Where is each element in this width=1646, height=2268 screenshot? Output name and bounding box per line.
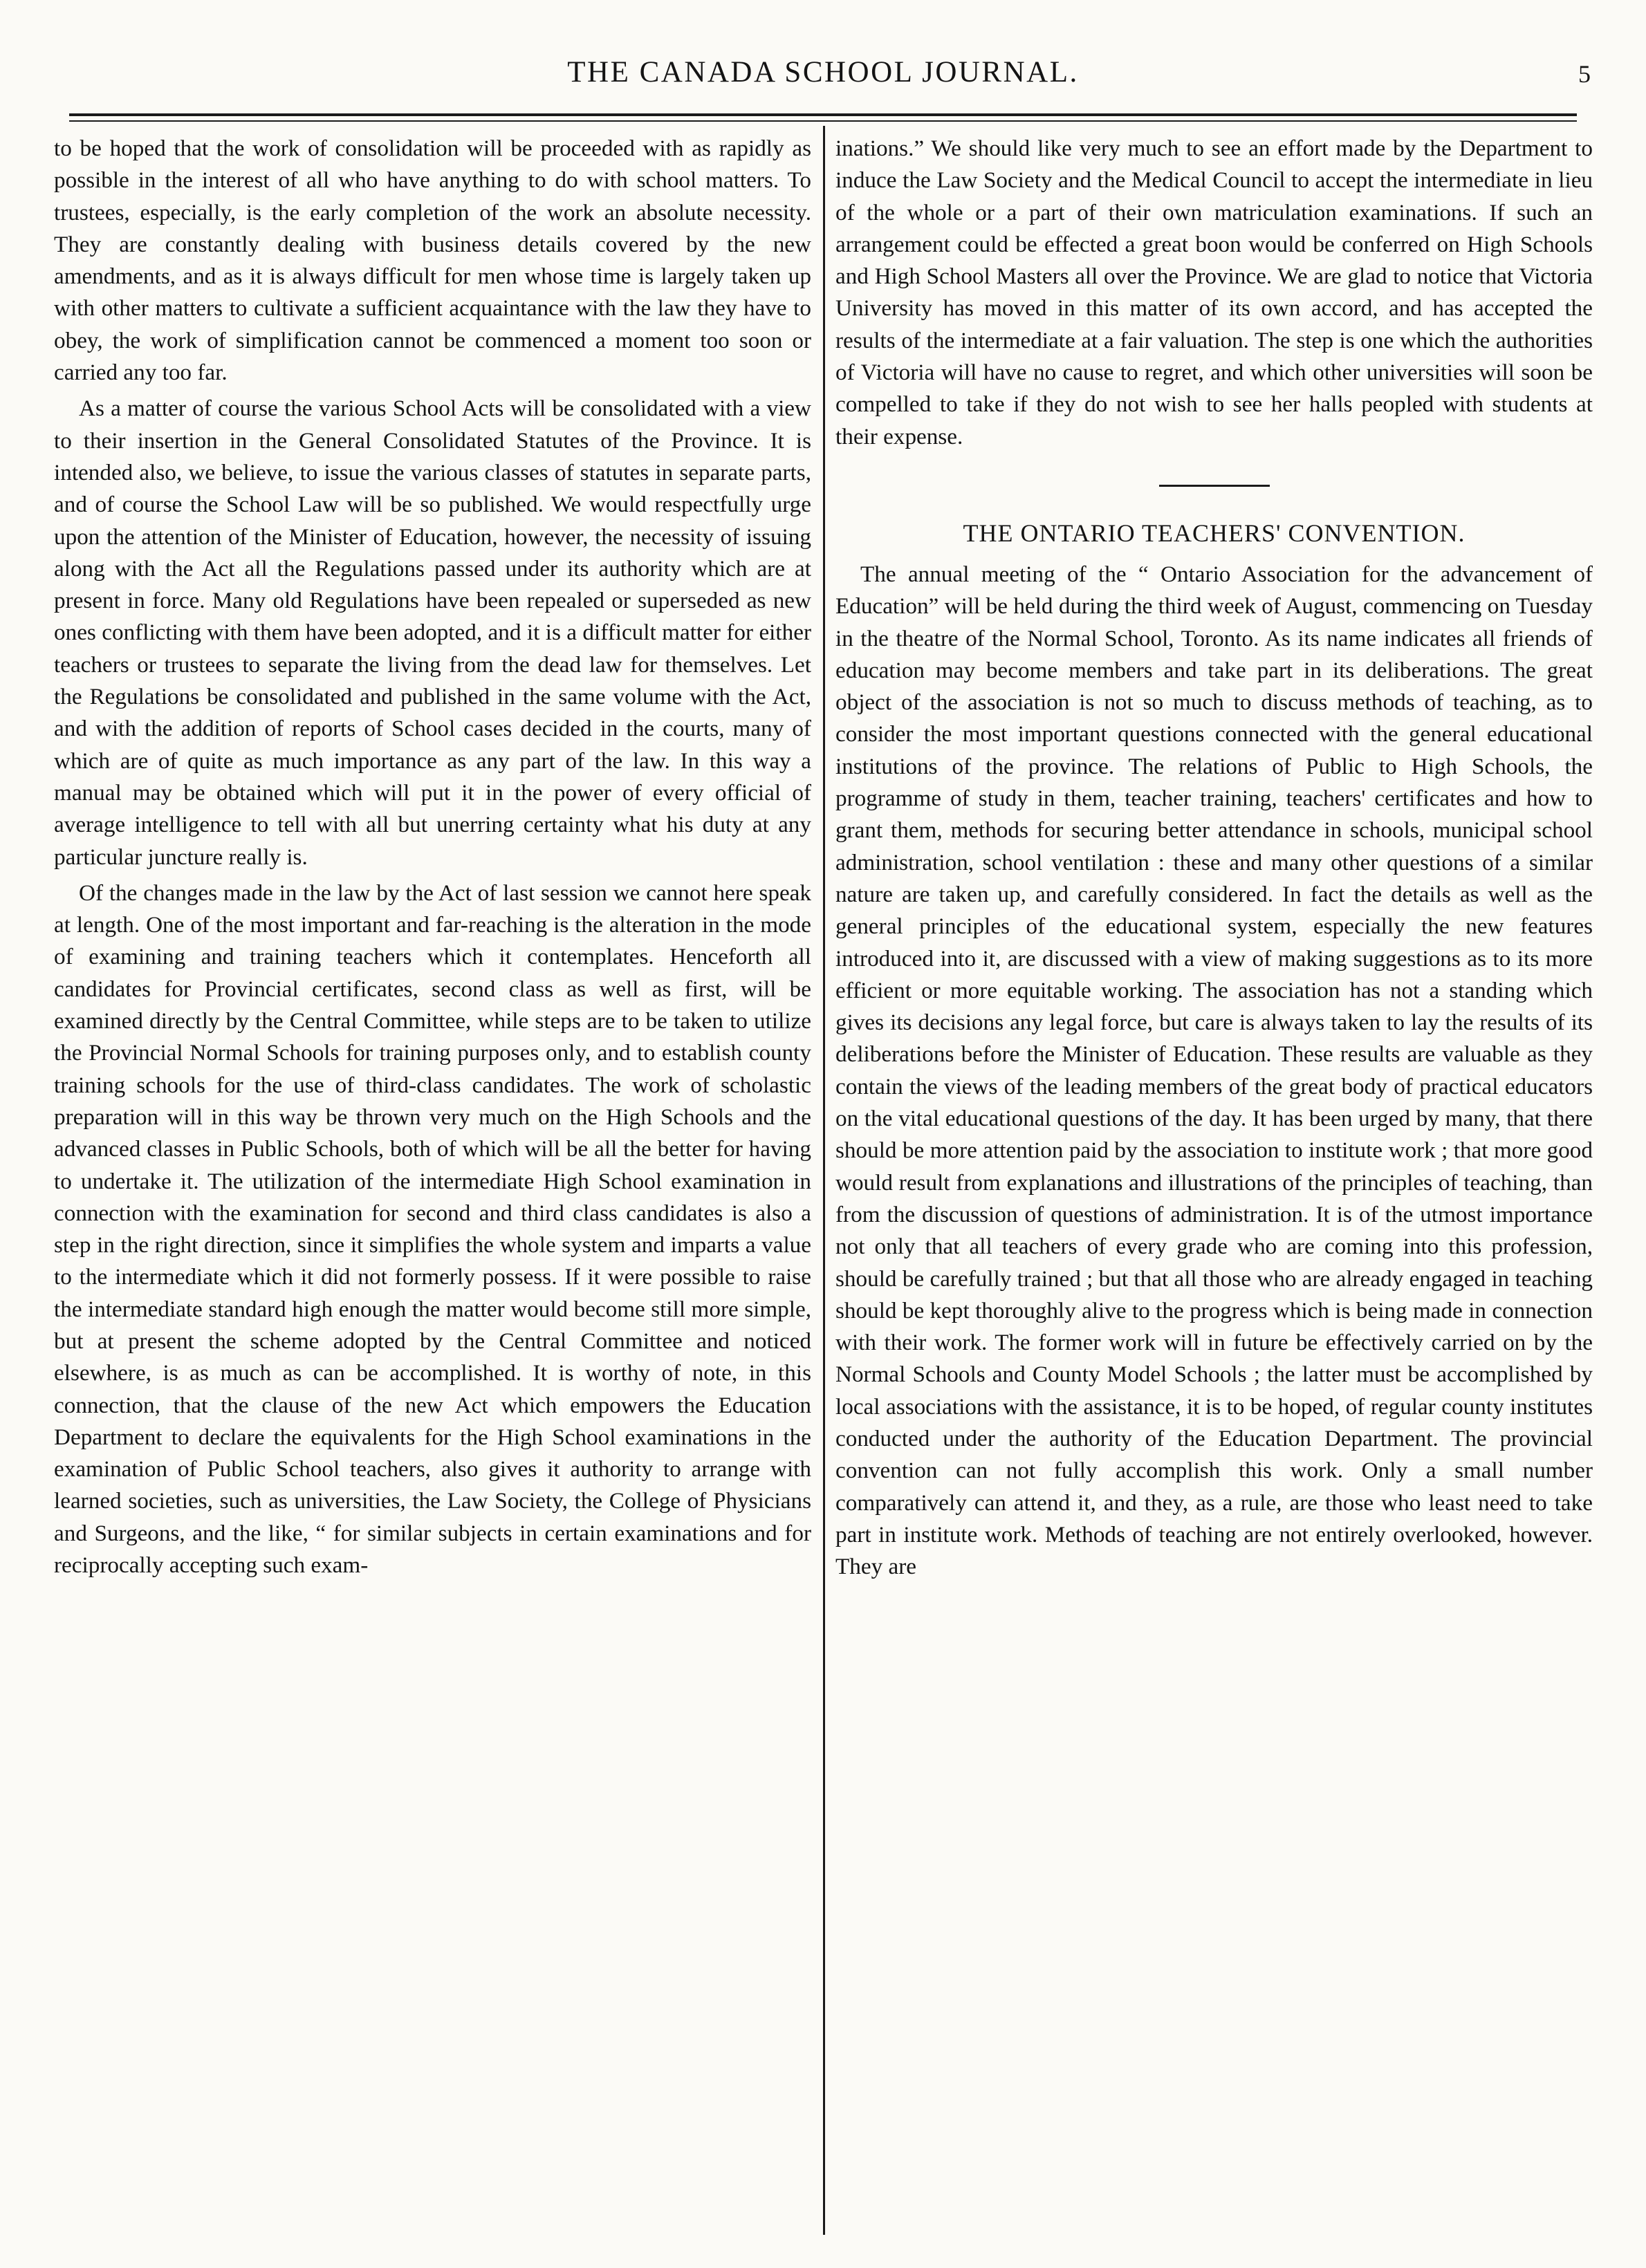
paragraph-school-acts: As a matter of course the various School Acts will be consolidated with a view to their insertion in the General Consolidated Statutes of the Province. It is intended also, we believe, to issue the various classes of statutes in separate parts, and of course the School Law will be so published. We would respectfully urge upon the attention of the Minister of Education, however, the necessity of issuing along with the Act all the Regulations passed under its authority which are at present in force. Many old Regulations have been repealed or superseded as new ones conflicting with them have been adopted, and it is a difficult matter for either teachers or trustees to separate the living from the dead law for themselves. Let the Regulations be consolidated and published in the same volume with the Act, and with the addition of reports of School cases decided in the courts, many of which are of quite as much importance as any part of the law. In this way a manual may be obtained which will put it in the power of every official of average intelligence to tell with all but unerring certainty what his duty at any particular juncture really is.: [54, 396, 811, 870]
page-number: 5: [1578, 60, 1591, 88]
journal-title: THE CANADA SCHOOL JOURNAL.: [567, 56, 1079, 89]
right-column: [835, 133, 1593, 2228]
column-divider: [823, 126, 825, 2235]
paragraph-law-changes: Of the changes made in the law by the Act of last session we cannot here speak at length. One of the most important and far-reaching is the alteration in the mode of examining and training teachers which it contemplates. Henceforth all candidates for Provincial certificates, second class as well as first, will be examined directly by the Central Committee, while steps are to be taken to utilize the Provincial Normal Schools for training purposes only, and to establish county training schools for the use of third-class candidates. The work of scholastic preparation will in this way be thrown very much on the High Schools and the advanced classes in Public Schools, both of which will be all the better for having to undertake it. The utilization of the intermediate High School examination in connection with the examination for second and third class candidates is also a step in the right direction, since it simplifies the whole system and imparts a value to the intermediate which it did not formerly possess. If it were possible to raise the intermediate standard high enough the matter would become still more simple, but at present the scheme adopted by the Central Committee and noticed elsewhere, is as much as can be accomplished. It is worthy of note, in this connection, that the clause of the new Act which empowers the Education Department to declare the equivalents for the High School examinations in the examination of Public School teachers, also gives it authority to arrange with learned societies, such as universities, the Law Society, the College of Physicians and Surgeons, and the like, “ for similar subjects in certain examinations and for reciprocally accepting such exam-: [54, 880, 811, 1579]
paragraph-continued: to be hoped that the work of consolidation will be proceeded with as rapidly as possible in the interest of all who have anything to do with school matters. To trustees, especially, is the early completion of the work an absolute necessity. They are constantly dealing with business details covered by the new amendments, and as it is always difficult for men whose time is largely taken up with other matters to cultivate a sufficient acquaintance with the law they have to obey, the work of simplification cannot be commenced a moment too soon or carried any too far.: [54, 136, 811, 386]
article-body: The annual meeting of the “ Ontario Association for the advancement of Education” will be held during the third week of August, commencing on Tuesday in the theatre of the Normal School, Toronto. As its name indicates all friends of education may become members and take part in its deliberations. The great object of the association is not so much to discuss methods of teaching, as to consider the most important questions connected with the general educational institutions of the province. The relations of Public to High Schools, the programme of study in them, teacher training, teachers' certificates and how to grant them, methods for securing better attendance in schools, municipal school administration, school ventilation : these and many other questions of a similar nature are taken up, and carefully considered. In fact the details as well as the general principles of the educational system, especially the new features introduced into it, are discussed with a view of making suggestions as to its more efficient or more equitable working. The association has not a standing which gives its decisions any legal force, but care is always taken to lay the results of its deliberations before the Minister of Education. These results are valuable as they contain the views of the leading members of the great body of practical educators on the vital educational questions of the day. It has been urged by many, that there should be more attention paid by the association to institute work ; that more good would result from explanations and illustrations of the principles of teaching, than from the discussion of questions of administration. It is of the utmost importance not only that all teachers of every grade who are coming into this profession, should be carefully trained ; but that all those who are already engaged in teaching should be kept thoroughly alive to the progress which is being made in connection with their work. The former work will in future be effectively carried on by the Normal Schools and County Model Schools ; the latter must be accomplished by local associations with the assistance, it is to be hoped, of regular county institutes conducted under the authority of the Education Department. The provincial convention can not fully accomplish this work. Only a small number comparatively can attend it, and they, as a rule, are those who least need to take part in institute work. Methods of teaching are not entirely overlooked, however. They are: [835, 561, 1593, 1580]
page-header: [55, 41, 1591, 97]
article-title: THE ONTARIO TEACHERS' CONVENTION.: [963, 519, 1465, 547]
header-rule-thick: [69, 113, 1577, 116]
left-column: [54, 133, 811, 2228]
paragraph-continuation: inations.” We should like very much to see an effort made by the Department to induce the Law Society and the Medical Council to accept the intermediate in lieu of the whole or a part of their own matriculation examinations. If such an arrangement could be effected a great boon would be conferred on High Schools and High School Masters all over the Province. We are glad to notice that Victoria University has moved in this matter of its own accord, and has accepted the results of the intermediate at a fair valuation. The step is one which the authorities of Victoria will have no cause to regret, and which other universities will soon be compelled to take if they do not wish to see her halls peopled with students at their expense.: [835, 136, 1593, 449]
section-separator: [1159, 485, 1270, 487]
header-rule-thin: [69, 120, 1577, 122]
